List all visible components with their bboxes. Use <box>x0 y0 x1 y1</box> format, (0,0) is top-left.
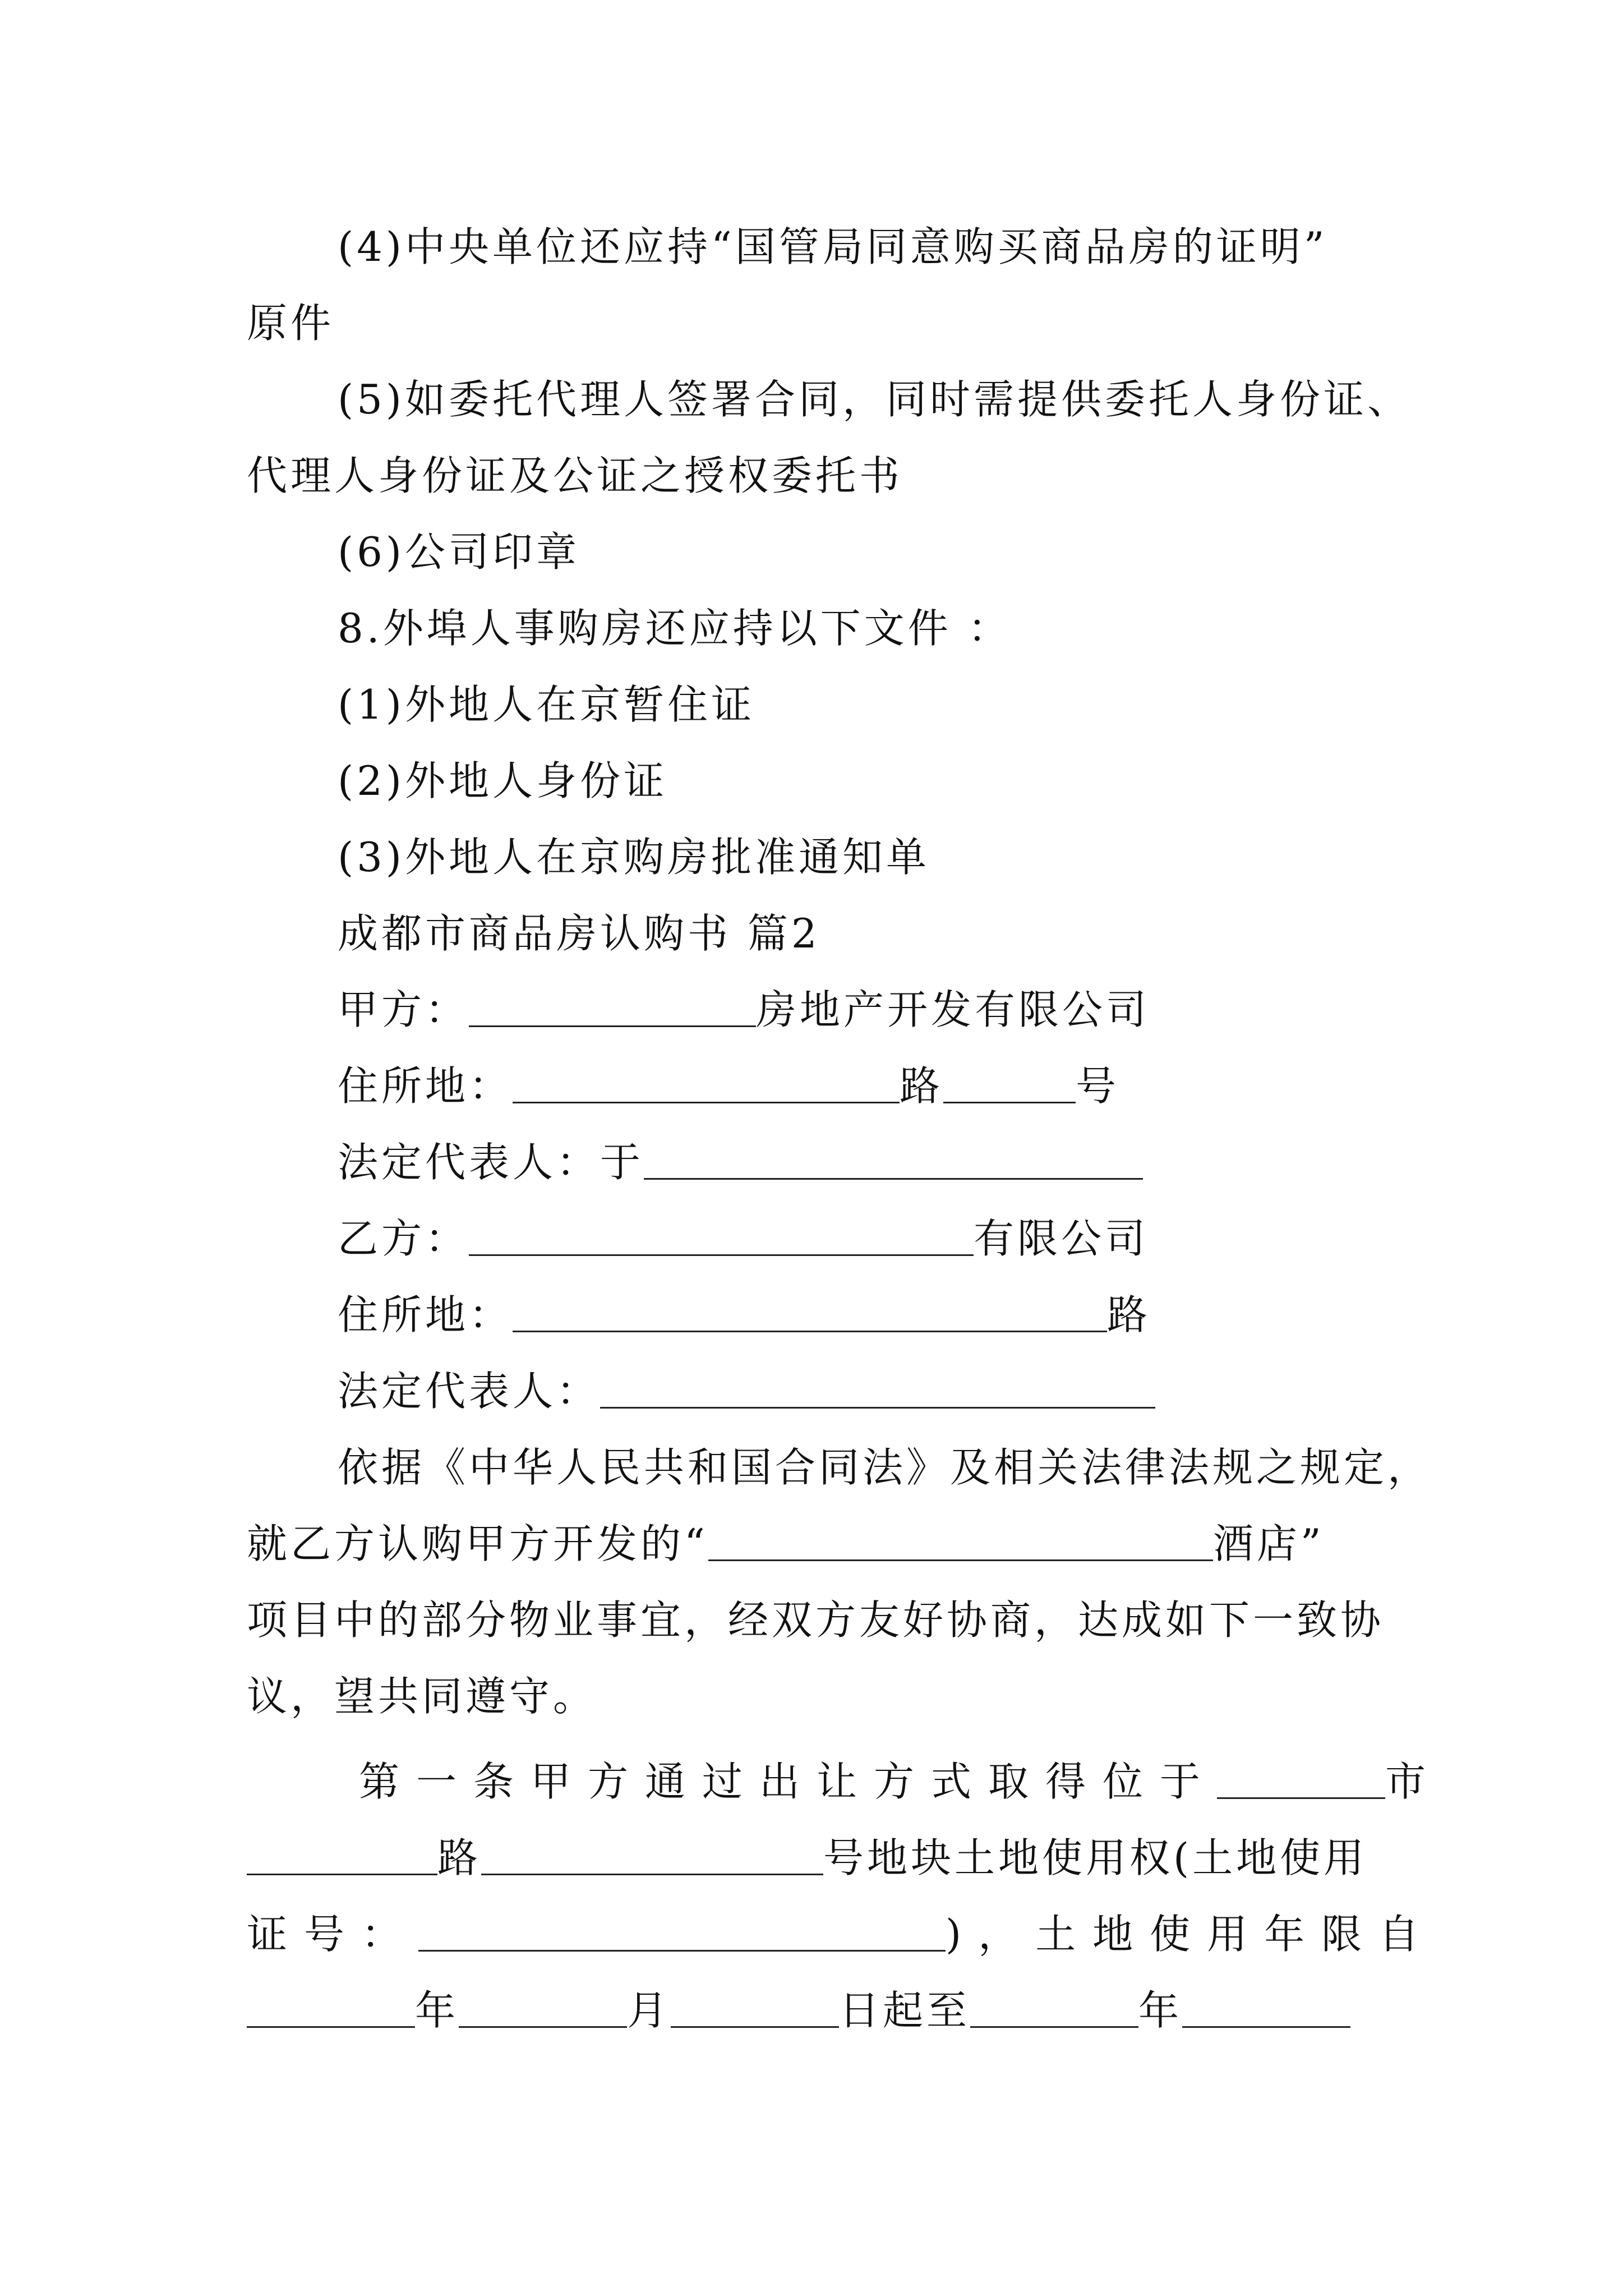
article-1-line-2 <box>247 1819 1367 1897</box>
end-year-blank <box>970 1989 1138 2028</box>
party-a-road-label: 路 <box>900 1062 944 1110</box>
preamble-line-3: 项目中的部分物业事宜，经双方友好协商，达成如下一致协 <box>247 1596 1385 1644</box>
party-a-address-label: 住所地： <box>338 1062 513 1110</box>
start-day-blank <box>671 1989 839 2028</box>
party-a-rep-line <box>338 1124 1143 1201</box>
preamble-line-4: 议，望共同遵守。 <box>247 1673 597 1720</box>
party-b-rep-blank <box>600 1370 1155 1409</box>
article-1-line-3-end: )，土地使用年限自 <box>946 1911 1436 1958</box>
party-b-suffix: 有限公司 <box>974 1215 1149 1262</box>
party-a-label: 甲方： <box>338 986 469 1033</box>
party-b-address-label: 住所地： <box>338 1291 513 1338</box>
article-1-cert-label: 证号： <box>247 1911 419 1958</box>
article-1-line-2-end: 号地块土地使用权(土地使用 <box>823 1834 1368 1881</box>
party-b-rep-label: 法定代表人： <box>338 1368 601 1415</box>
preamble-line-2-start: 就乙方认购甲方开发的“ <box>247 1520 708 1567</box>
article-1-road: 路 <box>437 1834 482 1881</box>
party-a-line <box>338 971 1150 1048</box>
city-blank <box>1217 1760 1385 1799</box>
text-line-nonlocal-id: (2)外地人身份证 <box>338 757 667 804</box>
start-month-blank <box>459 1989 627 2028</box>
article-1-start: 第一条甲方通过出让方式取得位于 <box>359 1758 1218 1805</box>
text-line-purchase-approval: (3)外地人在京购房批准通知单 <box>338 834 930 881</box>
road-number-blank <box>481 1837 823 1875</box>
party-b-line <box>338 1200 1149 1277</box>
text-line-agent-id: 代理人身份证及公证之授权委托书 <box>247 452 903 499</box>
text-line-central-units: (4)中央单位还应持“国管局同意购买商品房的证明” <box>338 223 1328 270</box>
end-year-label: 年 <box>1138 1987 1183 2034</box>
start-day-label: 日起至 <box>839 1987 971 2034</box>
article-1-line-1 <box>359 1743 1443 1820</box>
preamble-line-2-end: 酒店” <box>1212 1520 1325 1567</box>
party-a-rep-label: 法定代表人：于 <box>338 1139 644 1186</box>
start-year-label: 年 <box>415 1987 459 2034</box>
party-b-road-label: 路 <box>1107 1291 1151 1338</box>
article-1-city: 市 <box>1385 1758 1443 1805</box>
party-a-address-line <box>338 1047 1119 1125</box>
party-b-address-line <box>338 1276 1151 1354</box>
text-line-agent-sign: (5)如委托代理人签署合同，同时需提供委托人身份证、 <box>338 376 1411 423</box>
cert-number-blank <box>418 1913 946 1952</box>
text-line-nonlocal-docs: 8.外埠人事购房还应持以下文件 ： <box>338 605 1012 652</box>
text-line-temp-residence: (1)外地人在京暂住证 <box>338 681 755 728</box>
article-1-line-3 <box>247 1895 1436 1973</box>
party-b-label: 乙方： <box>338 1215 469 1262</box>
party-a-number-label: 号 <box>1076 1062 1120 1110</box>
party-b-name-blank <box>469 1217 974 1256</box>
party-a-road-blank <box>513 1065 900 1103</box>
party-a-rep-blank <box>644 1141 1143 1180</box>
party-a-suffix: 房地产开发有限公司 <box>756 986 1150 1033</box>
hotel-name-blank <box>708 1522 1213 1561</box>
party-a-number-blank <box>943 1065 1076 1103</box>
party-b-road-blank <box>513 1294 1107 1332</box>
party-a-name-blank <box>469 988 756 1027</box>
party-b-rep-line <box>338 1352 1155 1430</box>
start-year-blank <box>247 1989 415 2028</box>
end-month-blank <box>1182 1989 1350 2028</box>
section-heading: 成都市商品房认购书 篇2 <box>338 910 820 957</box>
preamble-line-1: 依据《中华人民共和国合同法》及相关法律法规之规定， <box>338 1444 1432 1491</box>
preamble-line-2 <box>247 1505 1325 1582</box>
start-month-label: 月 <box>627 1987 671 2034</box>
text-line-original: 原件 <box>247 300 335 347</box>
text-line-company-seal: (6)公司印章 <box>338 528 580 576</box>
article-1-line-4 <box>247 1972 1350 2049</box>
district-blank <box>247 1837 437 1875</box>
